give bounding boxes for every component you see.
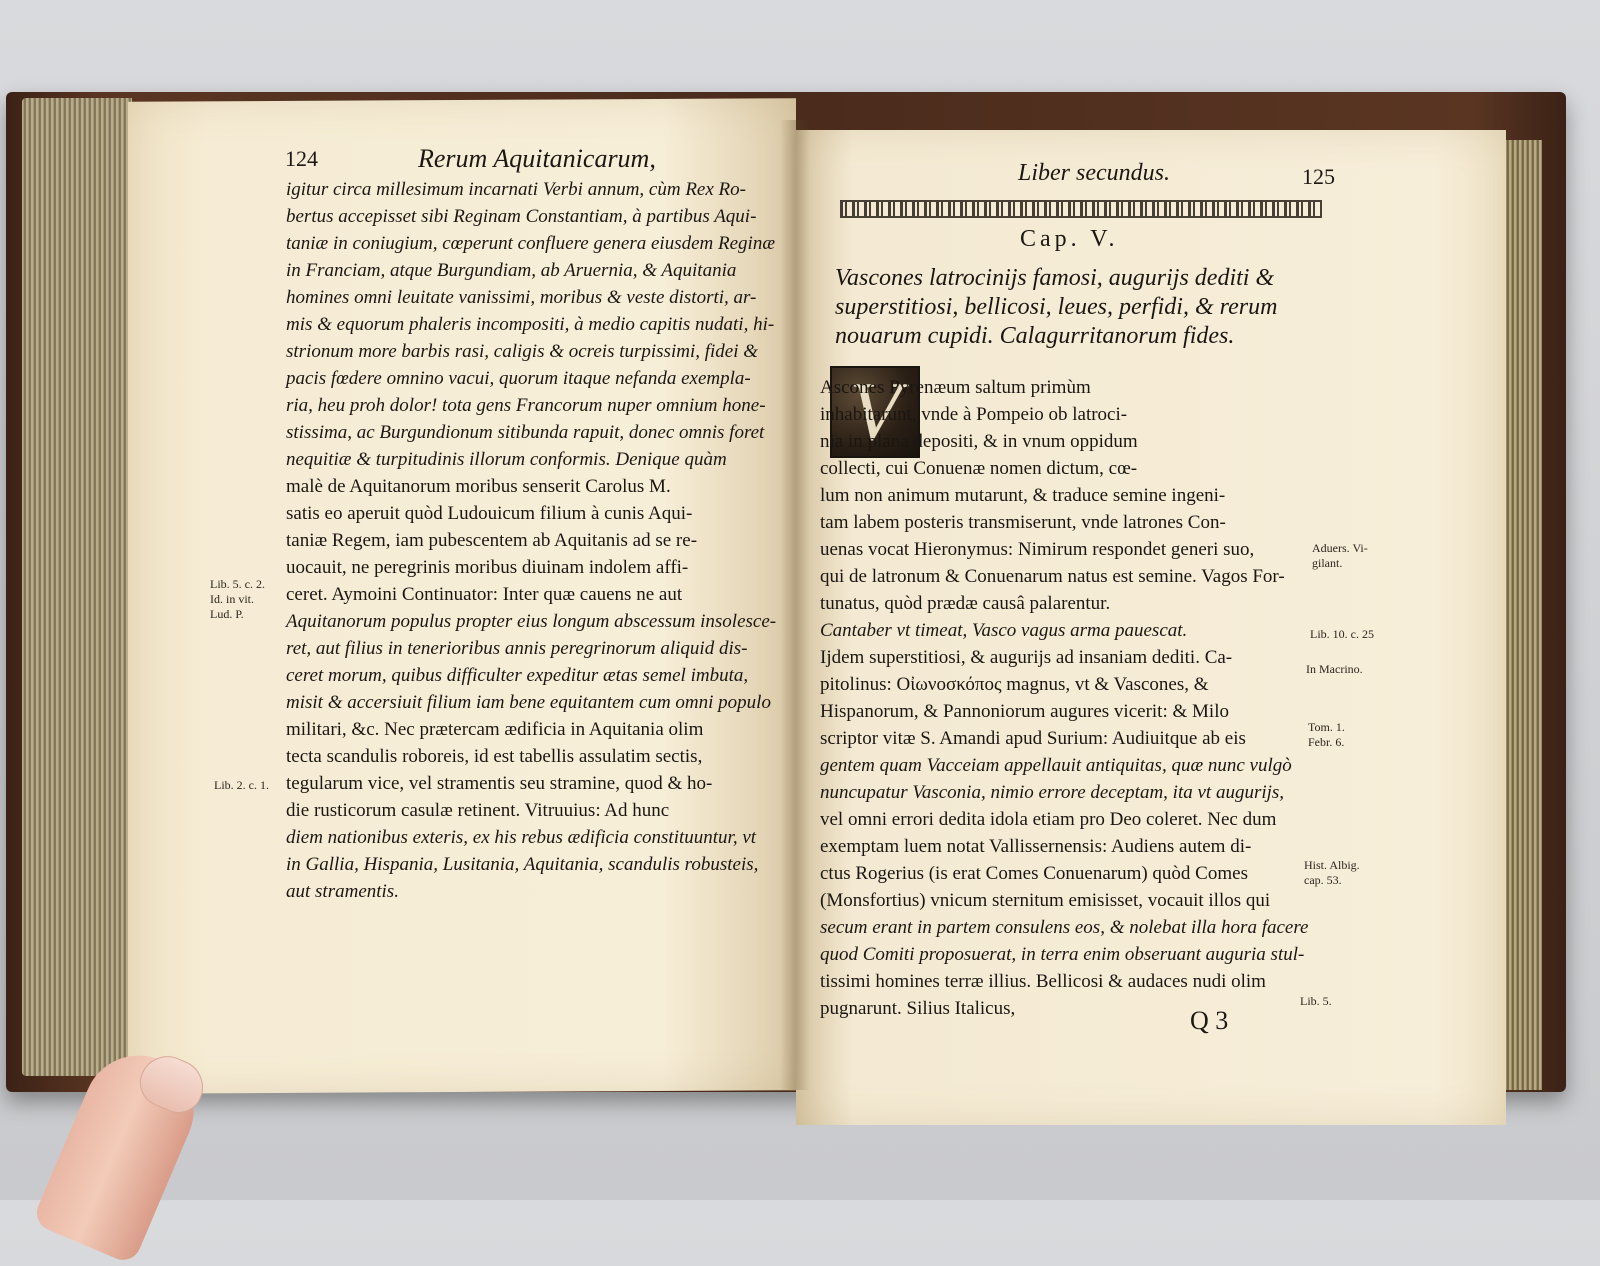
text-line: scriptor vitæ S. Amandi apud Surium: Audiuitque ab eis xyxy=(820,728,1246,749)
text-line: in Gallia, Hispania, Lusitania, Aquitania, scandulis robusteis, xyxy=(286,854,759,875)
left-margin-note: Lib. 5. c. 2. xyxy=(210,577,265,591)
text-line: in Franciam, atque Burgundiam, ab Aruernia, & Aquitania xyxy=(286,260,737,281)
text-line: bertus accepisset sibi Reginam Constantiam, à partibus Aqui- xyxy=(286,206,757,227)
text-line: Ascones Pyrenæum saltum primùm xyxy=(820,377,1091,398)
summary-line: nouarum cupidi. Calagurritanorum fides. xyxy=(835,323,1235,349)
text-line: militari, &c. Nec prætercam ædificia in Aquitania olim xyxy=(286,719,704,740)
left-margin-note: Lib. 2. c. 1. xyxy=(214,778,269,792)
text-line: ceret. Aymoini Continuator: Inter quæ cauens ne aut xyxy=(286,584,683,605)
text-line: die rusticorum casulæ retinent. Vitruuius: Ad hunc xyxy=(286,800,670,821)
summary-line: Vascones latrocinijs famosi, augurijs dediti & xyxy=(835,265,1275,291)
text-line: gentem quam Vacceiam appellauit antiquitas, quæ nunc vulgò xyxy=(820,755,1292,776)
text-line: uenas vocat Hieronymus: Nimirum respondet generi suo, xyxy=(820,539,1255,560)
left-page-number: 124 xyxy=(285,146,318,171)
text-line: vel omni errori dedita idola etiam pro Deo coleret. Nec dum xyxy=(820,809,1277,830)
right-page-text xyxy=(820,374,1308,1022)
text-line: pacis fœdere omnino vacui, quorum itaque nefanda exempla- xyxy=(286,368,751,389)
right-margin-note: cap. 53. xyxy=(1304,873,1342,887)
left-running-title: Rerum Aquitanicarum, xyxy=(418,144,656,173)
text-line: secum erant in partem consulens eos, & nolebat illa hora facere xyxy=(820,917,1309,938)
text-line: satis eo aperuit quòd Ludouicum filium à cunis Aqui- xyxy=(286,503,693,524)
text-line: strionum more barbis rasi, caligis & ocreis turpissimi, fidei & xyxy=(286,341,759,362)
left-page-edges xyxy=(22,98,132,1076)
right-margin-note: Tom. 1. xyxy=(1308,720,1345,734)
right-margin-note: gilant. xyxy=(1312,556,1343,570)
text-line: ret, aut filius in tenerioribus annis peregrinorum aliquid dis- xyxy=(286,638,748,659)
right-margin-note: Aduers. Vi- xyxy=(1312,541,1368,555)
text-line: homines omni leuitate vanissimi, moribus & veste distorti, ar- xyxy=(286,287,757,308)
text-line: tunatus, quòd prædæ causâ palarentur. xyxy=(820,593,1111,614)
ornamental-rule xyxy=(840,200,1322,218)
text-line: quod Comiti proposuerat, in terra enim obseruant auguria stul- xyxy=(820,944,1305,965)
text-line: ceret morum, quibus difficulter expeditur ætas semel imbuta, xyxy=(286,665,749,686)
right-margin-note: In Macrino. xyxy=(1306,662,1363,676)
text-line: misit & accersiuit filium iam bene equitantem cum omni populo xyxy=(286,692,771,713)
text-line: lum non animum mutarunt, & traduce semine ingeni- xyxy=(820,485,1226,506)
text-line: Aquitanorum populus propter eius longum abscessum insolesce- xyxy=(286,611,777,632)
right-running-title: Liber secundus. xyxy=(1018,160,1170,186)
text-line: qui de latronum & Conuenarum natus est semine. Vagos For- xyxy=(820,566,1285,587)
text-line: uocauit, ne peregrinis moribus diuinam indolem affi- xyxy=(286,557,689,578)
drop-cap-letter: V xyxy=(849,365,901,458)
chapter-heading: Cap. V. xyxy=(1020,226,1119,252)
text-line: Cantaber vt timeat, Vasco vagus arma pauescat. xyxy=(820,620,1188,641)
text-line: taniæ Regem, iam pubescentem ab Aquitanis ad se re- xyxy=(286,530,698,551)
left-margin-note: Id. in vit. xyxy=(210,592,254,606)
text-line: pugnarunt. Silius Italicus, xyxy=(820,998,1016,1019)
book-gutter xyxy=(780,120,810,1090)
thumb xyxy=(46,1036,196,1236)
text-line: nia in plana depositi, & in vnum oppidum xyxy=(820,431,1138,452)
right-margin-note: Hist. Albig. xyxy=(1304,858,1360,872)
text-line: inhabitarunt, vnde à Pompeio ob latroci- xyxy=(820,404,1128,425)
text-line: aut stramentis. xyxy=(286,881,399,902)
right-margin-note: Lib. 10. c. 25 xyxy=(1310,627,1374,641)
text-line: ria, heu proh dolor! tota gens Francorum nuper omnium hone- xyxy=(286,395,766,416)
text-line: igitur circa millesimum incarnati Verbi annum, cùm Rex Ro- xyxy=(286,179,746,200)
right-margin-note: Lib. 5. xyxy=(1300,994,1332,1008)
summary-line: superstitiosi, bellicosi, leues, perfidi, & rerum xyxy=(835,294,1278,320)
left-page-text xyxy=(286,176,776,905)
left-margin-note: Lud. P. xyxy=(210,607,244,621)
right-page-number: 125 xyxy=(1302,164,1335,189)
chapter-summary xyxy=(835,264,1277,351)
text-line: collecti, cui Conuenæ nomen dictum, cœ- xyxy=(820,458,1138,479)
text-line: tam labem posteris transmiserunt, vnde latrones Con- xyxy=(820,512,1226,533)
text-line: taniæ in coniugium, cœperunt confluere genera eiusdem Reginæ xyxy=(286,233,775,254)
text-line: ctus Rogerius (is erat Comes Conuenarum) quòd Comes xyxy=(820,863,1248,884)
text-line: Ijdem superstitiosi, & augurijs ad insaniam dediti. Ca- xyxy=(820,647,1233,668)
text-line: Hispanorum, & Pannoniorum augures vicerit: & Milo xyxy=(820,701,1229,722)
text-line: malè de Aquitanorum moribus senserit Carolus M. xyxy=(286,476,671,497)
right-page-edges xyxy=(1500,140,1542,1090)
text-line: tecta scandulis roboreis, id est tabellis assulatim sectis, xyxy=(286,746,703,767)
text-line: tissimi homines terræ illius. Bellicosi & audaces nudi olim xyxy=(820,971,1266,992)
text-line: nequitiæ & turpitudinis illorum conformis. Denique quàm xyxy=(286,449,727,470)
text-line: pitolinus: Οἰωνοσκόπος magnus, vt & Vascones, & xyxy=(820,674,1209,695)
text-line: diem nationibus exteris, ex his rebus ædificia constituuntur, vt xyxy=(286,827,757,848)
text-line: (Monsfortius) vnicum sternitum emisisset, vocauit illos qui xyxy=(820,890,1271,911)
text-line: mis & equorum phaleris incompositi, à medio capitis nudati, hi- xyxy=(286,314,775,335)
text-line: tegularum vice, vel stramentis seu stramine, quod & ho- xyxy=(286,773,713,794)
right-margin-note: Febr. 6. xyxy=(1308,735,1345,749)
text-line: exemptam luem notat Vallissernensis: Audiens autem di- xyxy=(820,836,1252,857)
signature-mark: Q 3 xyxy=(1190,1006,1229,1035)
text-line: nuncupatur Vasconia, nimio errore deceptam, ita vt augurijs, xyxy=(820,782,1285,803)
text-line: stissima, ac Burgundionum sitibunda rapuit, donec omnis foret xyxy=(286,422,765,443)
